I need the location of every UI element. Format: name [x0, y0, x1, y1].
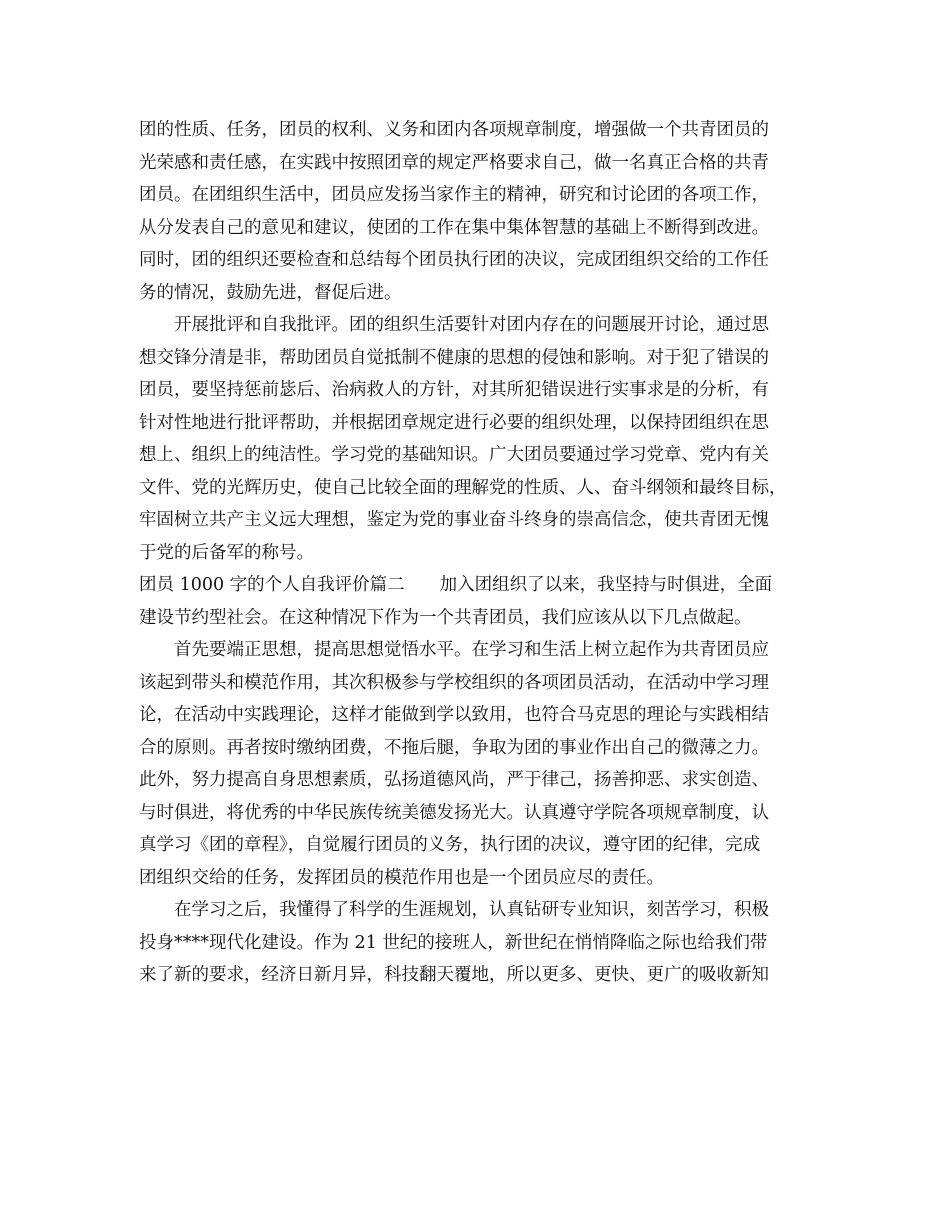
text-line: 此外，努力提高自身思想素质，弘扬道德风尚，严于律己，扬善抑恶、求实创造、 [139, 770, 769, 790]
text-line: 从分发表自己的意见和建议，使团的工作在集中集体智慧的基础上不断得到改进。 [139, 217, 769, 238]
text-line: 来了新的要求，经济日新月异，科技翻天覆地，所以更多、更快、更广的吸收新知 [139, 965, 769, 985]
text-line: 针对性地进行批评帮助，并根据团章规定进行必要的组织处理，以保持团组织在思 [139, 412, 769, 433]
text-line: 想上、组织上的纯洁性。学习党的基础知识。广大团员要通过学习党章、党内有关 [139, 445, 769, 465]
text-line: 牢固树立共产主义远大理想，鉴定为党的事业奋斗终身的崇高信念，使共青团无愧 [139, 510, 769, 530]
text-line: 首先要端正思想，提高思想觉悟水平。在学习和生活上树立起作为共青团员应 [139, 640, 769, 660]
text-line: 务的情况，鼓励先进，督促后进。 [139, 282, 402, 303]
text-line: 与时俱进，将优秀的中华民族传统美德发扬光大。认真遵守学院各项规章制度，认 [139, 802, 769, 823]
text-line: 光荣感和责任感，在实践中按照团章的规定严格要求自己，做一名真正合格的共青 [139, 152, 769, 173]
section-heading-line: 团员 1000 字的个人自我评价篇二 加入团组织了以来，我坚持与时俱进，全面 [139, 575, 773, 595]
text-line: 论，在活动中实践理论，这样才能做到学以致用，也符合马克思的理论与实践相结 [139, 705, 769, 725]
text-line: 想交锋分清是非，帮助团员自觉抵制不健康的思想的侵蚀和影响。对于犯了错误的 [139, 347, 769, 368]
text-line: 开展批评和自我批评。团的组织生活要针对团内存在的问题展开讨论，通过思 [139, 315, 769, 335]
text-line: 在学习之后，我懂得了科学的生涯规划，认真钻研专业知识，刻苦学习，积极 [139, 900, 769, 920]
body-text [139, 114, 829, 992]
text-line: 该起到带头和模范作用，其次积极参与学校组织的各项团员活动，在活动中学习理 [139, 672, 769, 693]
text-line: 于党的后备军的称号。 [139, 542, 314, 563]
text-line: 文件、党的光辉历史，使自己比较全面的理解党的性质、人、奋斗纲领和最终目标， [139, 477, 787, 498]
text-line: 团员，要坚持惩前毖后、治病救人的方针，对其所犯错误进行实事求是的分析，有 [139, 380, 769, 400]
text-line: 团的性质、任务，团员的权利、义务和团内各项规章制度，增强做一个共青团员的 [139, 120, 769, 140]
text-line: 团组织交给的任务，发挥团员的模范作用也是一个团员应尽的责任。 [139, 867, 664, 888]
text-line: 团员。在团组织生活中，团员应发扬当家作主的精神，研究和讨论团的各项工作， [139, 185, 769, 205]
text-line: 合的原则。再者按时缴纳团费，不拖后腿，争取为团的事业作出自己的微薄之力。 [139, 737, 769, 758]
text-line: 同时，团的组织还要检查和总结每个团员执行团的决议，完成团组织交给的工作任 [139, 250, 769, 270]
text-line: 真学习《团的章程》，自觉履行团员的义务，执行团的决议，遵守团的纪律，完成 [139, 835, 761, 855]
text-line: 建设节约型社会。在这种情况下作为一个共青团员，我们应该从以下几点做起。 [139, 607, 752, 628]
text-line: 投身****现代化建设。作为 21 世纪的接班人，新世纪在悄悄降临之际也给我们带 [139, 932, 768, 953]
